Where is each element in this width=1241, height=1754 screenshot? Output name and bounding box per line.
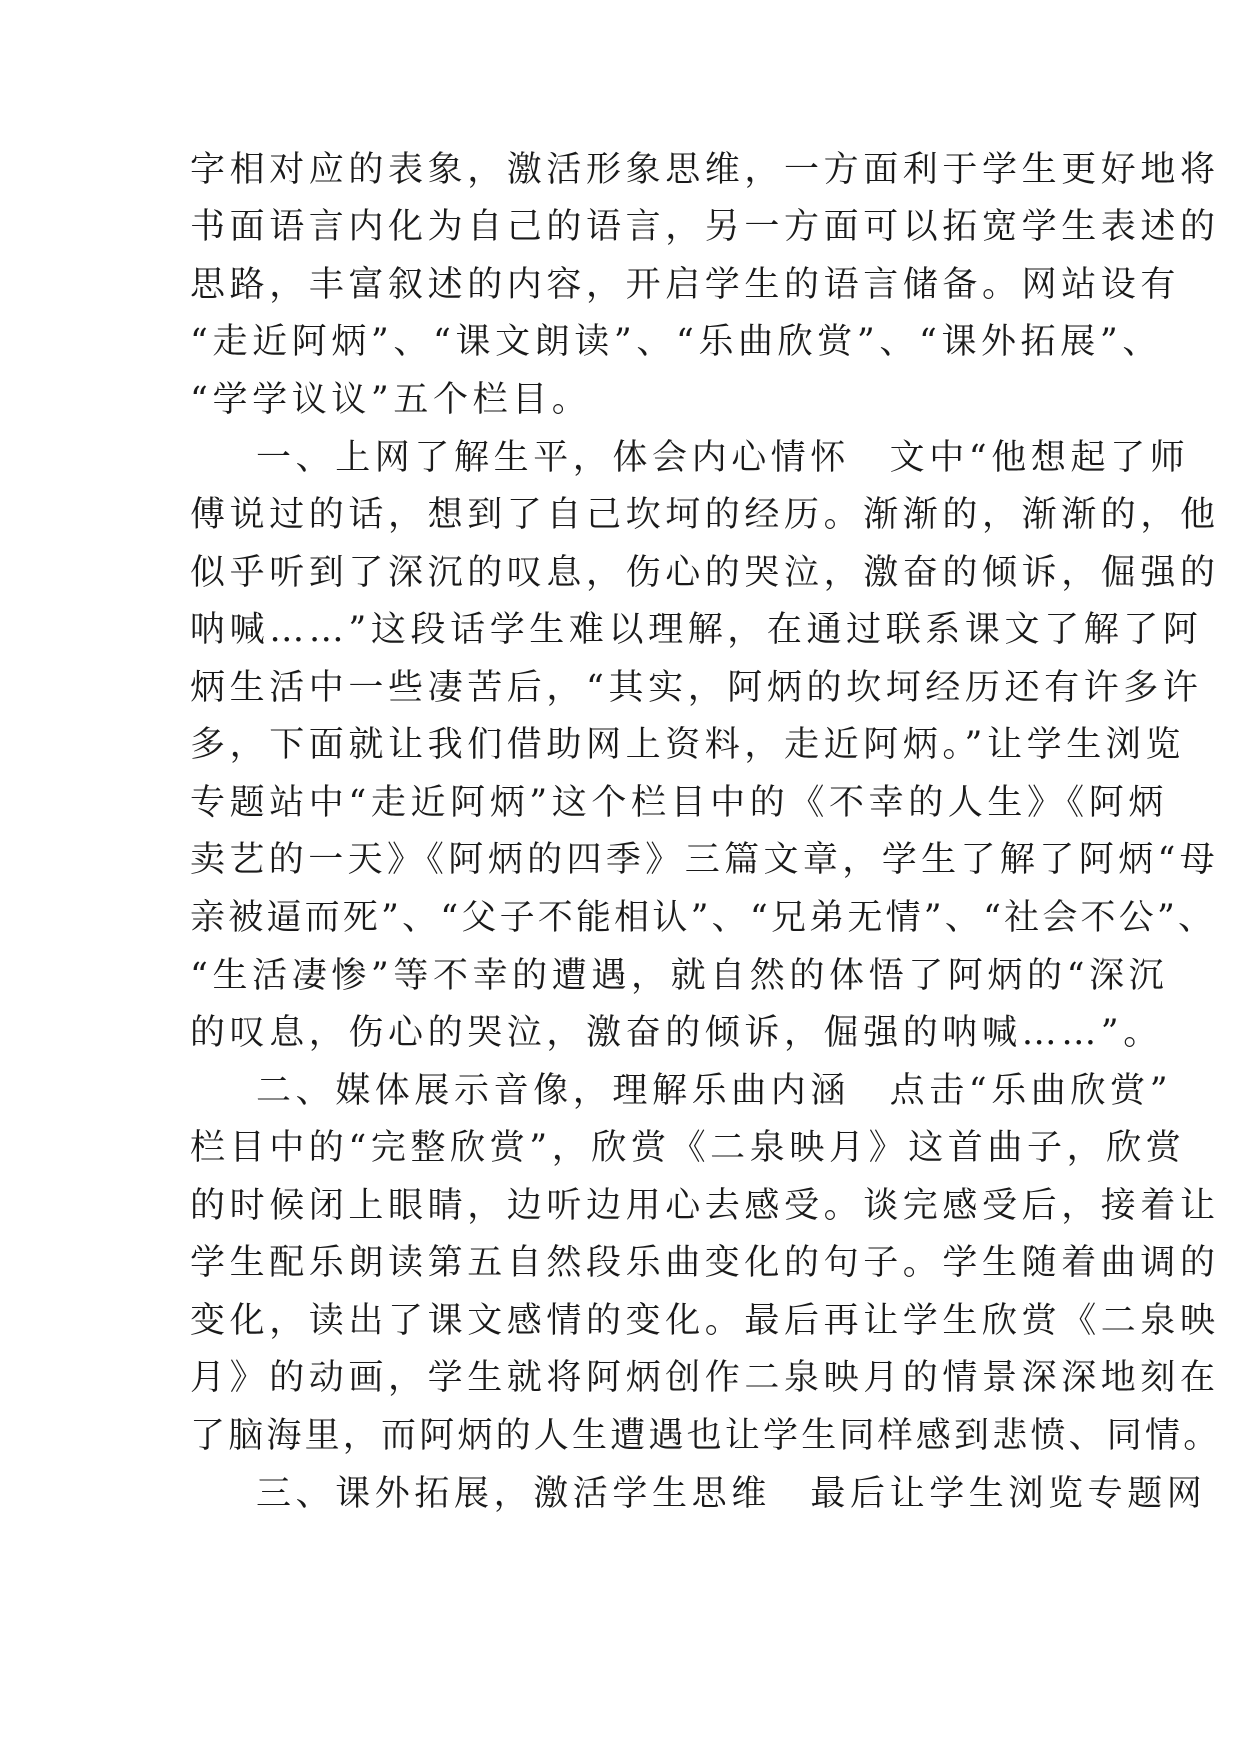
text-line: 卖艺的一天》《阿炳的四季》三篇文章，学生了解了阿炳“母	[190, 840, 1220, 880]
text-line: “走近阿炳”、“课文朗读”、“乐曲欣赏”、“课外拓展”、	[190, 322, 1162, 362]
text-line: 变化，读出了课文感情的变化。最后再让学生欣赏《二泉映	[190, 1301, 1220, 1341]
text-line: 亲被逼而死”、“父子不能相认”、“兄弟无情”、“社会不公”、	[190, 898, 1217, 938]
text-line: 专题站中“走近阿炳”这个栏目中的《不幸的人生》《阿炳	[190, 783, 1168, 823]
text-line: 的时候闭上眼睛，边听边用心去感受。谈完感受后，接着让	[190, 1186, 1220, 1226]
section-heading-line: 三、课外拓展，激活学生思维 最后让学生浏览专题网	[256, 1474, 1207, 1514]
text-line: 似乎听到了深沉的叹息，伤心的哭泣，激奋的倾诉，倔强的	[190, 553, 1220, 593]
text-line: 的叹息，伤心的哭泣，激奋的倾诉，倔强的呐喊……”。	[190, 1013, 1163, 1053]
text-line: 炳生活中一些凄苦后，“其实，阿炳的坎坷经历还有许多许	[190, 668, 1203, 708]
text-line: 傅说过的话，想到了自己坎坷的经历。渐渐的，渐渐的，他	[190, 495, 1220, 535]
text-line: “生活凄惨”等不幸的遭遇，就自然的体悟了阿炳的“深沉	[190, 956, 1169, 996]
text-line: 了脑海里，而阿炳的人生遭遇也让学生同样感到悲愤、同情。	[190, 1416, 1222, 1456]
section-heading-line: 二、媒体展示音像，理解乐曲内涵 点击“乐曲欣赏”	[256, 1071, 1173, 1111]
text-line: 书面语言内化为自己的语言，另一方面可以拓宽学生表述的	[190, 207, 1220, 247]
text-line: 呐喊……”这段话学生难以理解，在通过联系课文了解了阿	[190, 610, 1203, 650]
text-line: “学学议议”五个栏目。	[190, 380, 592, 420]
text-line: 学生配乐朗读第五自然段乐曲变化的句子。学生随着曲调的	[190, 1243, 1220, 1283]
text-line: 栏目中的“完整欣赏”，欣赏《二泉映月》这首曲子，欣赏	[190, 1128, 1186, 1168]
text-line: 月》的动画，学生就将阿炳创作二泉映月的情景深深地刻在	[190, 1358, 1220, 1398]
text-line: 思路，丰富叙述的内容，开启学生的语言储备。网站设有	[190, 265, 1181, 305]
section-heading-line: 一、上网了解生平，体会内心情怀 文中“他想起了师	[256, 438, 1190, 478]
text-line: 字相对应的表象，激活形象思维，一方面利于学生更好地将	[190, 150, 1220, 190]
text-line: 多，下面就让我们借助网上资料，走近阿炳。”让学生浏览	[190, 725, 1185, 765]
